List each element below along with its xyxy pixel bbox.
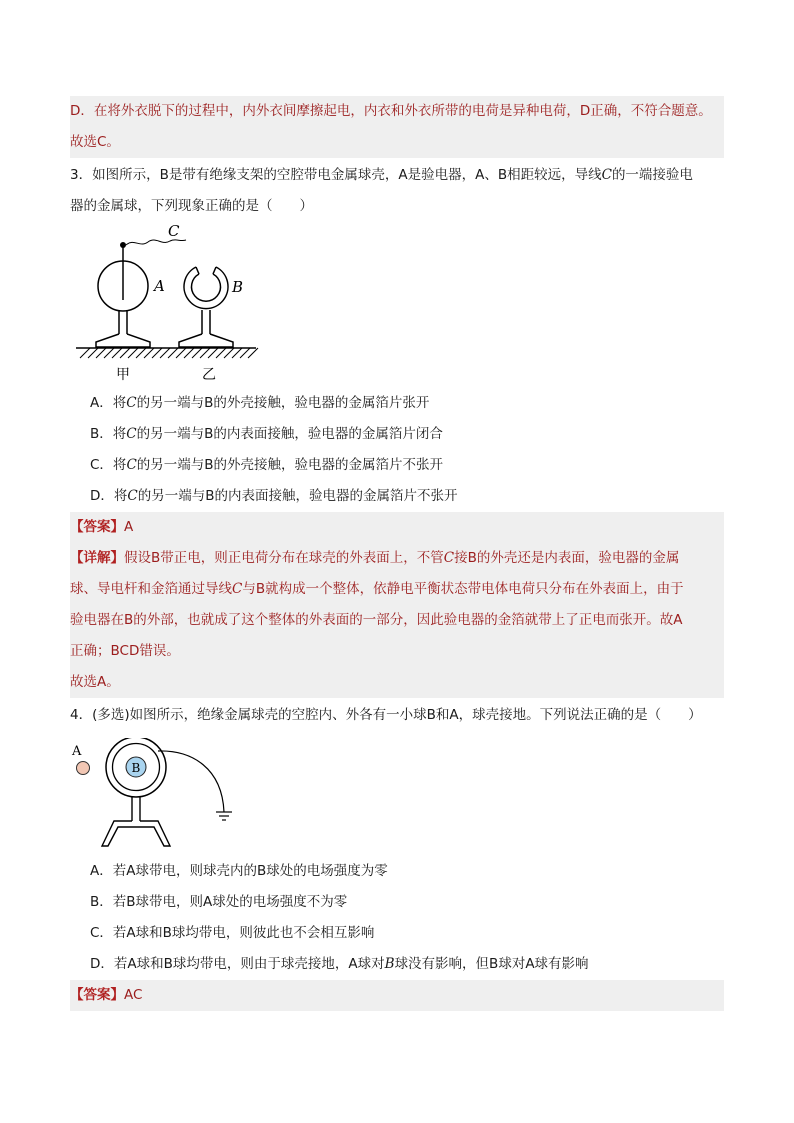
shell-stand: [102, 797, 170, 846]
electroscope-a: [96, 246, 150, 347]
ball-a: [77, 762, 90, 775]
q3-stem-line-1: 3．如图所示，B是带有绝缘支架的空腔带电金属球壳，A是验电器，A、B相距较远，导线C的一端接验电: [70, 167, 693, 183]
q3-detail-line-2: 球、导电杆和金箔通过导线C与B就构成一个整体，依静电平衡状态带电体电荷只分布在外表面上，由于: [70, 581, 684, 597]
label-c: C: [168, 222, 180, 240]
q3-option-c: C．将C的另一端与B的外壳接触，验电器的金属箔片不张开: [90, 457, 444, 473]
earth-symbol: [216, 812, 232, 820]
q4-options: [70, 856, 724, 980]
q3-answer: 【答案】A: [70, 519, 134, 535]
q3-answer-block: [70, 512, 724, 698]
q3-detail-line-4: 正确；BCD错误。: [70, 643, 180, 659]
q4-option-c: C．若A球和B球均带电，则彼此也不会相互影响: [90, 925, 375, 941]
electroscope-ball: [120, 242, 126, 248]
q3-option-d: D．将C的另一端与B的内表面接触，验电器的金属箔片不张开: [90, 488, 458, 504]
q3-option-a: A．将C的另一端与B的外壳接触，验电器的金属箔片张开: [90, 395, 430, 411]
caption-right: 乙: [202, 367, 216, 383]
prev-answer-line-2: 故选C。: [70, 134, 120, 150]
q4-stem: 4．(多选)如图所示，绝缘金属球壳的空腔内、外各有一小球B和A，球壳接地。下列说法正确的是（ ）: [70, 707, 702, 723]
wire-variable: C: [601, 167, 612, 183]
q3-detail-line-5: 故选A。: [70, 674, 120, 690]
q4-option-d: D．若A球和B球均带电，则由于球壳接地，A球对B球没有影响，但B球对A球有影响: [90, 956, 589, 972]
q3-option-b: B．将C的另一端与B的内表面接触，验电器的金属箔片闭合: [90, 426, 443, 442]
prev-answer-line-1: D．在将外衣脱下的过程中，内外衣间摩擦起电，内衣和外衣所带的电荷是异种电荷，D正确，不符合题意。: [70, 103, 712, 119]
q4-answer: 【答案】AC: [70, 987, 143, 1003]
caption-left: 甲: [116, 367, 130, 383]
q4-option-b: B．若B球带电，则A球处的电场强度不为零: [90, 894, 348, 910]
q3-detail-line-3: 验电器在B的外部，也就成了这个整体的外表面的一部分，因此验电器的金箔就带上了正电而张开。故A: [70, 612, 683, 628]
label-b: B: [232, 278, 244, 296]
label-b-ball: B: [131, 761, 141, 775]
q4-figure: [70, 738, 250, 850]
q4-option-a: A．若A球带电，则球壳内的B球处的电场强度为零: [90, 863, 388, 879]
ground-hatching: [80, 348, 258, 358]
ground-wire: [158, 751, 224, 812]
label-a: A: [154, 277, 165, 295]
q3-figure: [74, 222, 264, 386]
wire-c: [126, 240, 186, 245]
q3-stem: [70, 160, 724, 222]
q4-answer-block: [70, 980, 724, 1011]
q3-stem-line-2: 器的金属球，下列现象正确的是（ ）: [70, 198, 313, 214]
prev-answer-block: [70, 96, 724, 158]
label-a-ball: A: [72, 744, 82, 759]
q3-options: [70, 388, 724, 512]
q3-detail-line-1: 【详解】假设B带正电，则正电荷分布在球壳的外表面上，不管C接B的外壳还是内表面，验电器的金属: [70, 550, 680, 566]
metal-shell-b: [179, 267, 233, 347]
